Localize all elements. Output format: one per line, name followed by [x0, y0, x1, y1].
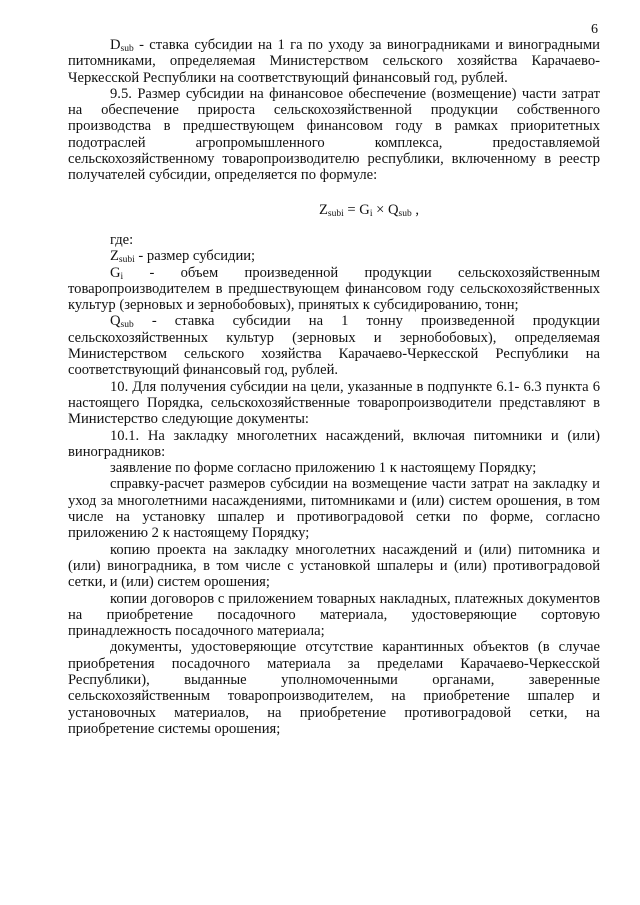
- list-item: копию проекта на закладку многолетних насаждений и (или) питомника и (или) виноградника, в том числе с установкой шпалеры и (или) противоградовой сетки, и (или) систем орошения;: [68, 541, 600, 591]
- symbol-q: Q: [110, 313, 121, 330]
- symbol-subscript: subi: [118, 255, 135, 266]
- paragraph-9-5: 9.5. Размер субсидии на финансовое обеспечение (возмещение) части затрат на обеспечение прироста сельскохозяйственной продукции собственного производства в предшествующем финансовом году в рамках приоритетных подотраслей агропромышленного комплекса, предоставляемой сельскохозяйственному товаропроизводителю республики, включенному в реестр получателей субсидии, определяется по формуле:: [68, 85, 600, 184]
- symbol-g: G: [110, 264, 121, 281]
- document-body: [68, 37, 600, 737]
- list-item: документы, удостоверяющие отсутствие карантинных объектов (в случае приобретения посадочного материала за пределами Карачаево-Черкесской Республики), выданные уполномоченными органами, заверенные сельскохозяйственным товаропроизводителем, на приобретение шпалер и установочных материалов, на приобретение противоградовой сетки, на приобретение системы орошения;: [68, 639, 600, 737]
- where-label: где:: [110, 231, 134, 248]
- symbol-subscript: sub: [120, 44, 134, 54]
- list-item: копии договоров с приложением товарных накладных, платежных документов на приобретение посадочного материала, удостоверяющие сортовую принадлежность посадочного материала;: [68, 590, 600, 640]
- formula: [68, 202, 600, 218]
- symbol-d: D: [110, 37, 121, 53]
- definition-text: - ставка субсидии на 1 га по уходу за виноградниками и виноградными питомниками, определяемая Министерством сельского хозяйства Карачаево-Черкесской Республики на соответствующий финансовый год, рублей.: [68, 37, 600, 86]
- symbol-subscript: i: [120, 271, 124, 282]
- definition-text: - объем произведенной продукции сельскохозяйственным товаропроизводителем в предшествующем финансовом году сельскохозяйственных культур (зерновых и зернобобовых), принятых к субсидированию, тонн;: [68, 264, 600, 314]
- definition-text: - размер субсидии;: [134, 248, 256, 265]
- formula-q-subscript: sub: [398, 208, 412, 219]
- formula-g: G: [359, 201, 370, 218]
- definition-g: [68, 265, 600, 314]
- definition-d-sub: [68, 37, 600, 86]
- formula-lhs-subscript: subi: [327, 208, 344, 219]
- symbol-z: Z: [110, 248, 119, 265]
- definition-q: [68, 313, 600, 378]
- formula-equals: =: [343, 201, 360, 218]
- formula-q: Q: [387, 201, 399, 218]
- paragraph-10: 10. Для получения субсидии на цели, указанные в подпункте 6.1- 6.3 пункта 6 настоящего Порядка, сельскохозяйственные товаропроизводители представляют в Министерство следующие документы:: [68, 378, 600, 428]
- formula-lhs: Z: [318, 201, 328, 218]
- definition-text: - ставка субсидии на 1 тонну произведенной продукции сельскохозяйственных культур (зерновых и зернобобовых), определяемая Министерством сельского хозяйства Карачаево-Черкесской Республики на соответствующий финансовый год, рублей.: [68, 313, 600, 379]
- symbol-subscript: sub: [120, 320, 134, 331]
- formula-g-subscript: i: [369, 208, 373, 219]
- list-item: справку-расчет размеров субсидии на возмещение части затрат на закладку и уход за многолетними насаждениями, питомниками и (или) систем орошения, в том числе на установку шпалер и противоградовой сетки по форме, согласно приложению 2 к настоящему Порядку;: [68, 476, 600, 542]
- formula-tail: ,: [411, 201, 420, 218]
- page-number: 6: [591, 22, 598, 37]
- definition-z: [68, 248, 600, 264]
- formula-times: ×: [372, 201, 388, 218]
- paragraph-10-1: 10.1. На закладку многолетних насаждений, включая питомники и (или) виноградников:: [68, 427, 600, 460]
- list-item: заявление по форме согласно приложению 1 к настоящему Порядку;: [110, 460, 537, 477]
